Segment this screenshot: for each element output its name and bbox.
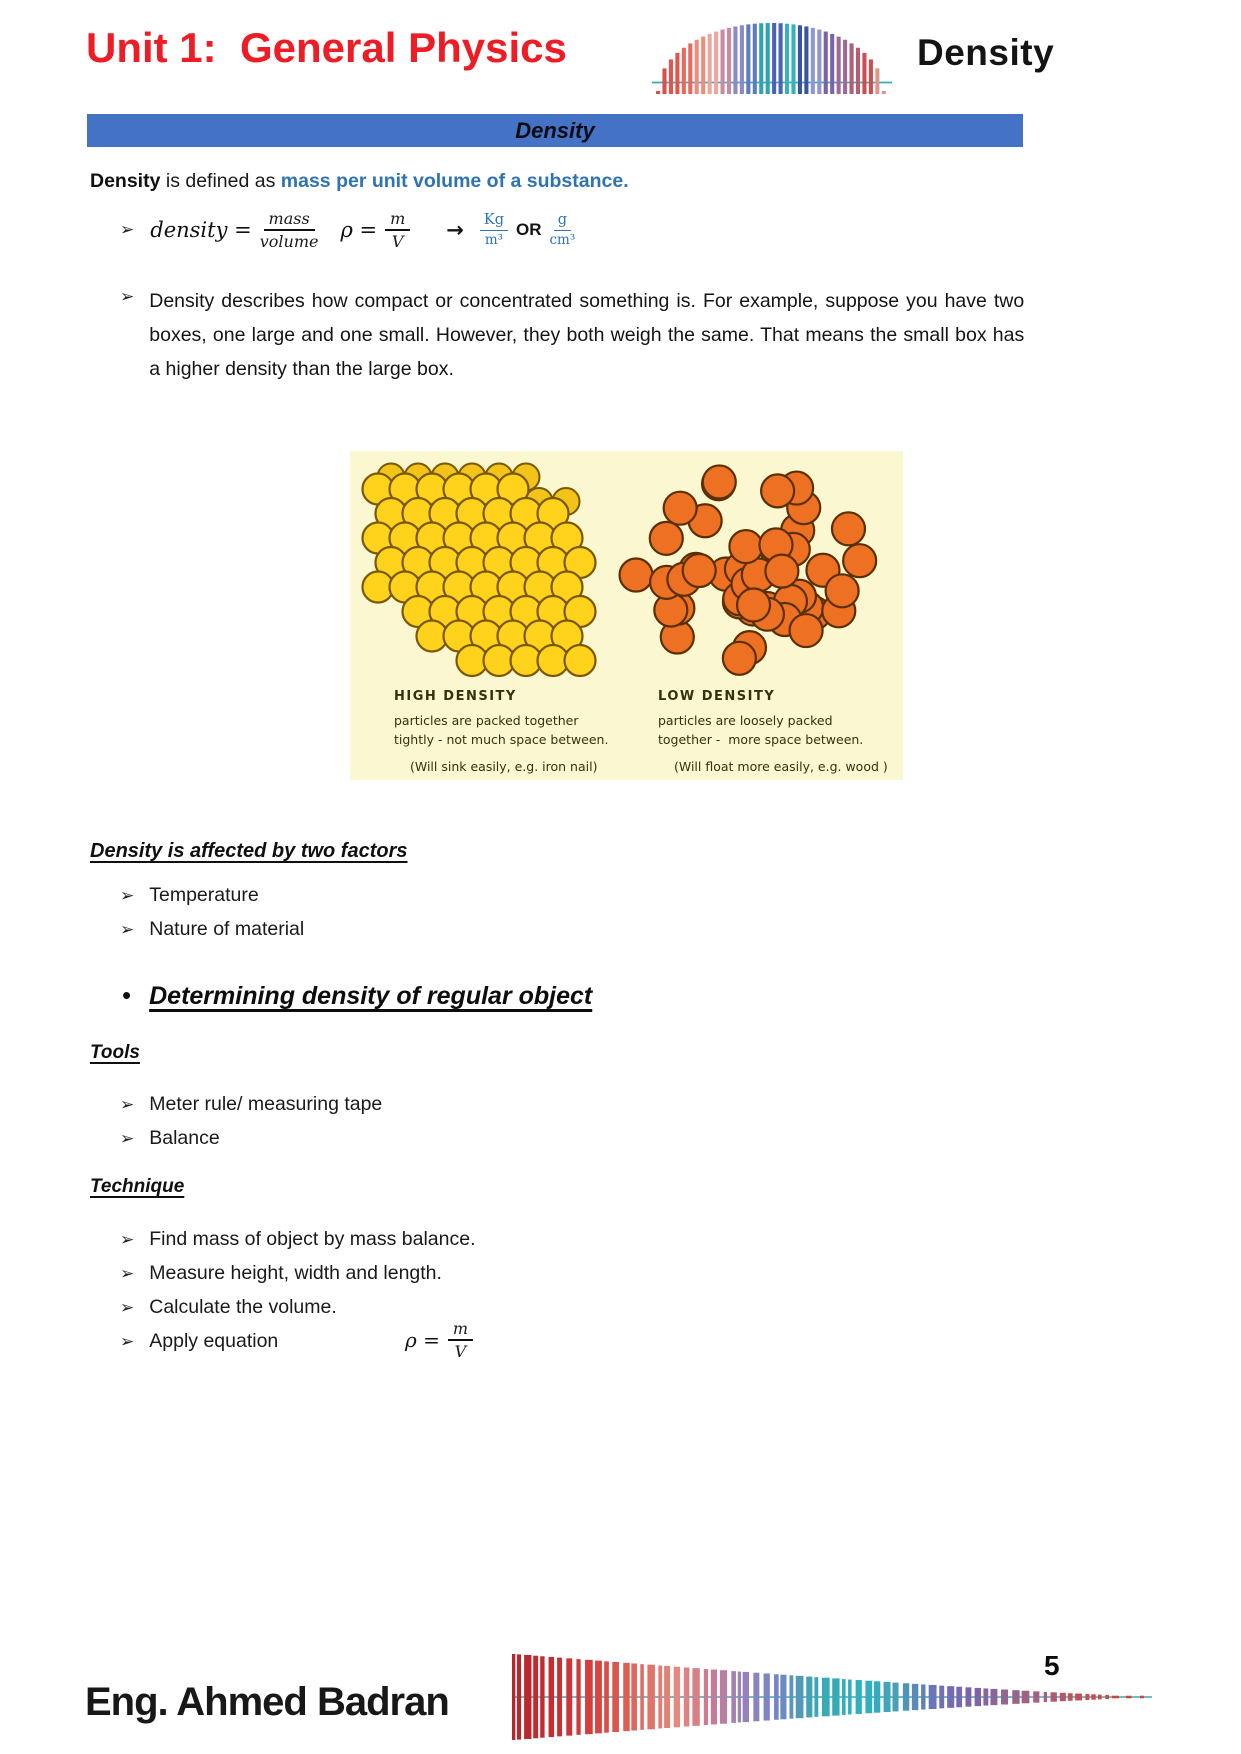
caption-line: together - more space between. xyxy=(658,732,864,747)
factor-item: Nature of material xyxy=(149,918,305,940)
unit-g-per-cm3 xyxy=(549,211,575,249)
author-name: Eng. Ahmed Badran xyxy=(85,1680,449,1724)
list-item xyxy=(120,1228,476,1251)
list-item xyxy=(120,918,304,941)
low-density-caption xyxy=(658,689,888,774)
unit-kg-per-m3 xyxy=(480,211,508,249)
arrow-bullet: ➢ xyxy=(120,220,135,240)
definition-sentence xyxy=(90,170,629,193)
regular-object-heading-row xyxy=(122,980,592,1011)
banner-title: Density xyxy=(515,117,595,143)
list-item xyxy=(120,884,259,907)
tool-item: Meter rule/ measuring tape xyxy=(149,1093,383,1115)
definition-highlight: mass per unit volume of a substance. xyxy=(280,170,629,192)
caption-line: particles are packed together xyxy=(394,713,579,728)
step-item: Calculate the volume. xyxy=(149,1296,337,1318)
arrow-bullet: ➢ xyxy=(120,920,135,940)
step-item: Apply equation xyxy=(149,1330,279,1352)
fraction-denominator: V xyxy=(454,1342,467,1361)
fraction-mass-volume xyxy=(260,208,319,252)
high-density-caption xyxy=(394,689,608,774)
step-item: Find mass of object by mass balance. xyxy=(149,1228,476,1250)
formula-rho: ρ = xyxy=(340,218,378,242)
apply-equation xyxy=(405,1318,481,1362)
arrow-bullet: ➢ xyxy=(120,886,135,906)
description-text: Density describes how compact or concentrated something is. For example, suppose you have two boxes, one large and one small. However, they both weigh the same. That means the small box has a higher density than the large box. xyxy=(149,290,1025,380)
dot-bullet: • xyxy=(122,980,132,1010)
regular-object-heading: Determining density of regular object xyxy=(149,982,593,1010)
density-formula xyxy=(120,208,581,252)
factor-item: Temperature xyxy=(149,884,259,906)
tools-heading: Tools xyxy=(90,1042,140,1063)
equation-rho: ρ = xyxy=(405,1328,440,1352)
list-item xyxy=(120,1330,278,1353)
list-item xyxy=(120,1127,220,1150)
description-bullet xyxy=(120,284,1024,386)
low-density-title: LOW DENSITY xyxy=(658,689,776,704)
arrow-bullet: ➢ xyxy=(120,1298,135,1318)
caption-note: (Will float more easily, e.g. wood ) xyxy=(674,759,888,774)
list-item xyxy=(120,1296,337,1319)
brand-barcode-logo-icon xyxy=(512,1650,1160,1744)
brand-dome-logo-icon xyxy=(652,20,892,100)
factors-heading: Density is affected by two factors xyxy=(90,840,408,862)
fraction-numerator: mass xyxy=(264,208,315,231)
unit-denominator: m³ xyxy=(484,232,504,248)
fraction-numerator: m xyxy=(385,208,410,231)
arrow-right-icon: → xyxy=(446,218,464,242)
arrow-bullet: ➢ xyxy=(120,1095,135,1115)
high-density-title: HIGH DENSITY xyxy=(394,689,517,704)
or-word: OR xyxy=(515,220,542,239)
definition-middle: is defined as xyxy=(160,170,281,192)
unit-numerator: g xyxy=(554,211,571,231)
arrow-bullet: ➢ xyxy=(120,1264,135,1284)
section-banner xyxy=(87,114,1023,147)
unit-numerator: Kg xyxy=(480,211,508,231)
fraction-m-v xyxy=(385,208,410,252)
arrow-bullet: ➢ xyxy=(120,1332,135,1352)
list-item xyxy=(120,1093,382,1116)
formula-lhs: density = xyxy=(150,218,252,242)
definition-term: Density xyxy=(90,170,161,192)
page-number: 5 xyxy=(1044,1650,1060,1681)
unit-denominator: cm³ xyxy=(549,232,576,248)
fraction-denominator: V xyxy=(391,232,404,251)
caption-line: tightly - not much space between. xyxy=(394,732,609,747)
arrow-bullet: ➢ xyxy=(120,1230,135,1250)
arrow-bullet: ➢ xyxy=(120,287,135,307)
list-item xyxy=(120,1262,442,1285)
fraction-numerator: m xyxy=(448,1318,473,1341)
page-topic-title: Density xyxy=(917,32,1055,73)
arrow-bullet: ➢ xyxy=(120,1129,135,1149)
tool-item: Balance xyxy=(149,1127,220,1149)
caption-note: (Will sink easily, e.g. iron nail) xyxy=(410,759,598,774)
fraction-m-v xyxy=(448,1318,473,1362)
technique-heading: Technique xyxy=(90,1176,185,1197)
unit-title: Unit 1: General Physics xyxy=(86,24,567,71)
density-illustration xyxy=(350,451,903,780)
caption-line: particles are loosely packed xyxy=(658,713,833,728)
fraction-denominator: volume xyxy=(259,232,319,251)
step-item: Measure height, width and length. xyxy=(149,1262,442,1284)
